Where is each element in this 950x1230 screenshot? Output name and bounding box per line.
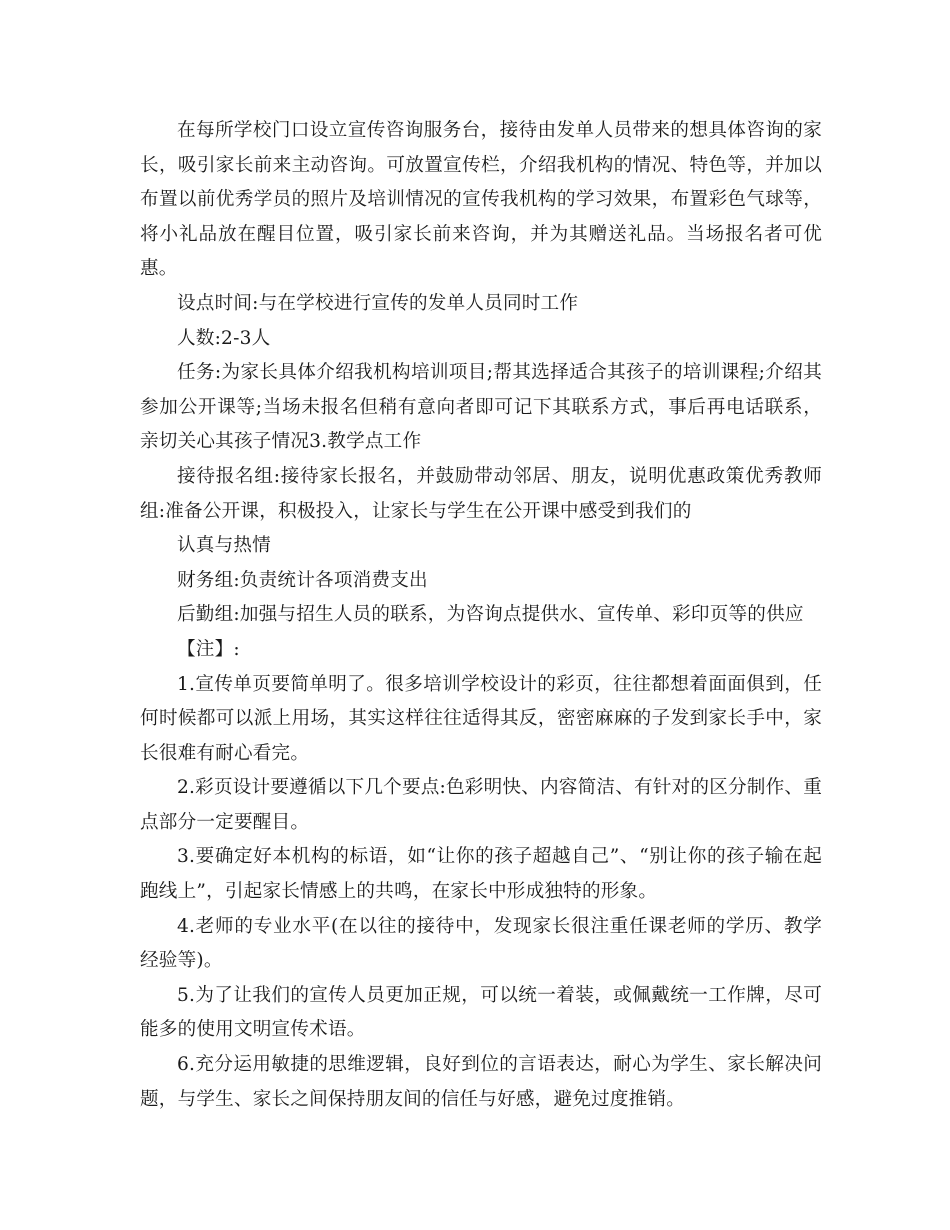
paragraph-note-1: 1.宣传单页要简单明了。很多培训学校设计的彩页，往往都想着面面俱到，任何时候都可以派上用场，其实这样往往适得其反，密密麻麻的子发到家长手中，家长很难有耐心看完。: [140, 673, 822, 764]
document-body: [140, 114, 822, 1117]
paragraph-note-5: 5.为了让我们的宣传人员更加正规，可以统一着装，或佩戴统一工作牌，尽可能多的使用文明宣传术语。: [140, 984, 822, 1041]
paragraph-enthusiasm: 认真与热情: [177, 535, 271, 557]
paragraph-note-6: 6.充分运用敏捷的思维逻辑，良好到位的言语表达，耐心为学生、家长解决问题，与学生、家长之间保持朋友间的信任与好感，避免过度推销。: [140, 1054, 822, 1110]
paragraph-registration-group: 接待报名组:接待家长报名，并鼓励带动邻居、朋友，说明优惠政策优秀教师组:准备公开课，积极投入，让家长与学生在公开课中感受到我们的: [140, 465, 822, 522]
paragraph-note-3: 3.要确定好本机构的标语，如“让你的孩子超越自己”、“别让你的孩子输在起跑线上”，引起家长情感上的共鸣，在家长中形成独特的形象。: [140, 846, 822, 903]
paragraph-headcount: 人数:2-3人: [177, 327, 271, 349]
paragraph-note-4: 4.老师的专业水平(在以往的接待中，发现家长很注重任课老师的学历、教学经验等)。: [140, 915, 822, 972]
paragraph-finance-group: 财务组:负责统计各项消费支出: [177, 569, 428, 591]
paragraph-tasks: 任务:为家长具体介绍我机构培训项目;帮其选择适合其孩子的培训课程;介绍其参加公开课等;当场未报名但稍有意向者即可记下其联系方式，事后再电话联系，亲切关心其孩子情况3.教学点工作: [140, 362, 822, 453]
paragraph-notes-heading: 【注】:: [177, 638, 240, 660]
paragraph-setup-time: 设点时间:与在学校进行宣传的发单人员同时工作: [177, 292, 579, 314]
paragraph-service-desk: 在每所学校门口设立宣传咨询服务台，接待由发单人员带来的想具体咨询的家长，吸引家长前来主动咨询。可放置宣传栏，介绍我机构的情况、特色等，并加以布置以前优秀学员的照片及培训情况的宣传我机构的学习效果，布置彩色气球等，将小礼品放在醒目位置，吸引家长前来咨询，并为其赠送礼品。当场报名者可优惠。: [140, 120, 822, 280]
paragraph-note-2: 2.彩页设计要遵循以下几个要点:色彩明快、内容简洁、有针对的区分制作、重点部分一定要醒目。: [140, 777, 822, 833]
paragraph-logistics-group: 后勤组:加强与招生人员的联系，为咨询点提供水、宣传单、彩印页等的供应: [177, 604, 804, 626]
